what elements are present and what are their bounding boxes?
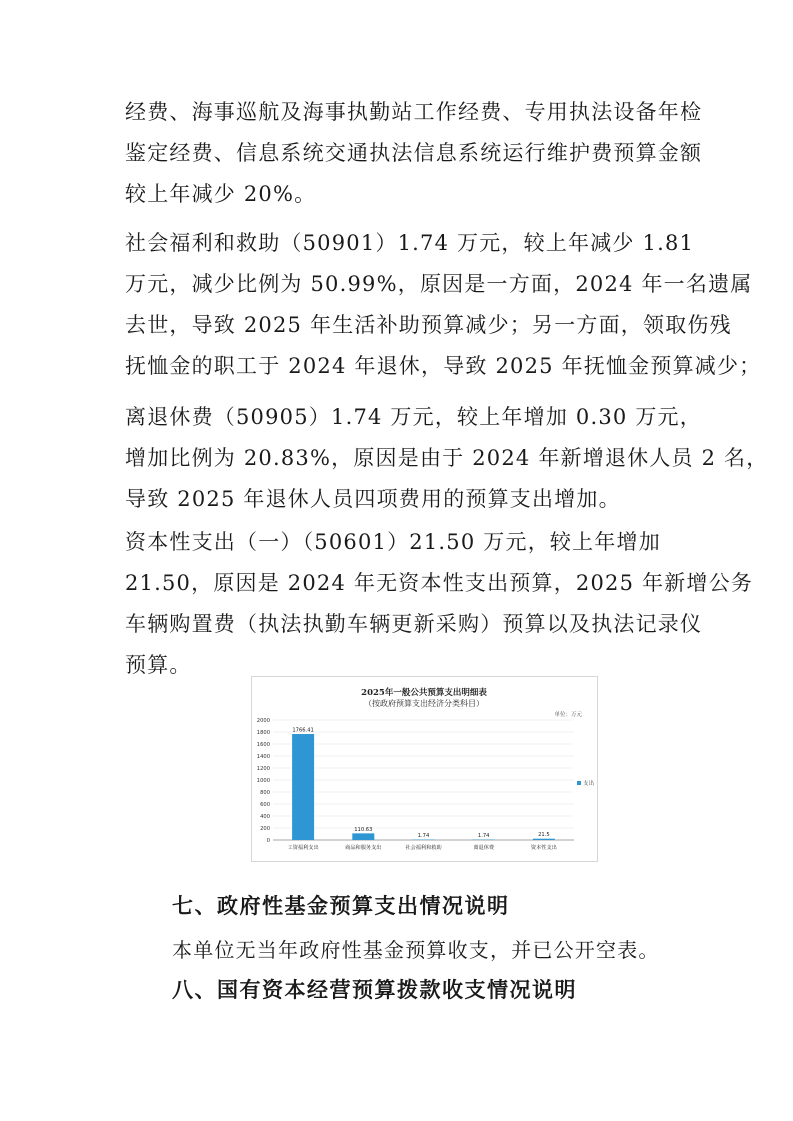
- chart-x-axis: [288, 843, 557, 851]
- y-tick-label: 200: [260, 825, 270, 832]
- section-seven-heading: 七、政府性基金预算支出情况说明: [172, 894, 510, 918]
- chart-subtitle: （按政府预算支出经济分类科目）: [364, 699, 484, 708]
- chart-svg: [252, 677, 597, 861]
- chart-bars: [292, 728, 555, 840]
- x-tick-label: 资本性支出: [530, 845, 557, 851]
- x-tick-label: 离退休费: [473, 845, 495, 851]
- text-line: 离退休费（50905）1.74 万元，较上年增加 0.30 万元，: [125, 405, 702, 429]
- text-line: 21.50，原因是 2024 年无资本性支出预算，2025 年新增公务: [125, 571, 754, 595]
- text-line: 抚恤金的职工于 2024 年退休，导致 2025 年抚恤金预算减少；: [125, 354, 762, 378]
- text-line: 经费、海事巡航及海事执勤站工作经费、专用执法设备年检: [125, 100, 703, 124]
- text-line: 社会福利和救助（50901）1.74 万元，较上年减少 1.81: [125, 231, 695, 255]
- y-tick-label: 1200: [256, 765, 270, 772]
- y-tick-label: 800: [260, 789, 270, 796]
- chart-legend: [577, 779, 595, 787]
- text-line: 万元，减少比例为 50.99%，原因是一方面，2024 年一名遗属: [125, 272, 753, 296]
- chart-y-axis: [257, 718, 270, 844]
- data-label: 1.74: [417, 833, 430, 840]
- legend-label: 支出: [583, 781, 595, 787]
- text-line: 导致 2025 年退休人员四项费用的预算支出增加。: [125, 487, 621, 511]
- text-line: 增加比例为 20.83%，原因是由于 2024 年新增退休人员 2 名，: [125, 446, 769, 470]
- section-eight-heading: 八、国有资本经营预算拨款收支情况说明: [172, 978, 577, 1002]
- x-tick-label: 工资福利支出: [287, 845, 319, 851]
- y-tick-label: 600: [260, 801, 270, 808]
- text-line: 较上年减少 20%。: [125, 182, 317, 206]
- chart-title: 2025年一般公共预算支出明细表: [361, 688, 487, 698]
- section-seven-body: 本单位无当年政府性基金预算收支，并已公开空表。: [172, 938, 660, 962]
- text-line: 鉴定经费、信息系统交通执法信息系统运行维护费预算金额: [125, 141, 703, 165]
- y-tick-label: 1400: [256, 753, 270, 760]
- data-label: 21.5: [538, 832, 550, 839]
- y-tick-label: 2000: [256, 717, 270, 724]
- text-line: 预算。: [125, 653, 192, 677]
- text-line: 车辆购置费（执法执勤车辆更新采购）预算以及执法记录仪: [125, 612, 703, 636]
- text-line: 资本性支出（一）（50601）21.50 万元，较上年增加: [125, 530, 661, 554]
- bar-1: [292, 734, 314, 840]
- paragraph-expenses-continued: [125, 92, 703, 215]
- y-tick-label: 1800: [256, 729, 270, 736]
- x-tick-label: 商品和服务支出: [345, 845, 382, 851]
- y-tick-label: 1600: [256, 741, 270, 748]
- chart-gridlines: [273, 720, 574, 840]
- y-tick-label: 400: [260, 813, 270, 820]
- legend-swatch: [577, 781, 581, 785]
- paragraph-social-welfare: [125, 223, 762, 387]
- bar-2: [352, 833, 374, 840]
- x-tick-label: 社会福利和救助: [405, 845, 442, 851]
- text-line: 去世，导致 2025 年生活补助预算减少；另一方面，领取伤残: [125, 313, 732, 337]
- bar-5: [533, 839, 555, 840]
- data-label: 1766.41: [292, 727, 314, 734]
- budget-chart: [251, 676, 598, 862]
- y-tick-label: 1000: [256, 777, 270, 784]
- chart-unit-label: 单位：万元: [554, 712, 582, 718]
- paragraph-retirement: [125, 397, 769, 520]
- data-label: 1.74: [477, 833, 490, 840]
- y-tick-label: 0: [266, 837, 270, 844]
- paragraph-capital-expenditure: [125, 522, 754, 686]
- data-label: 110.63: [354, 826, 373, 833]
